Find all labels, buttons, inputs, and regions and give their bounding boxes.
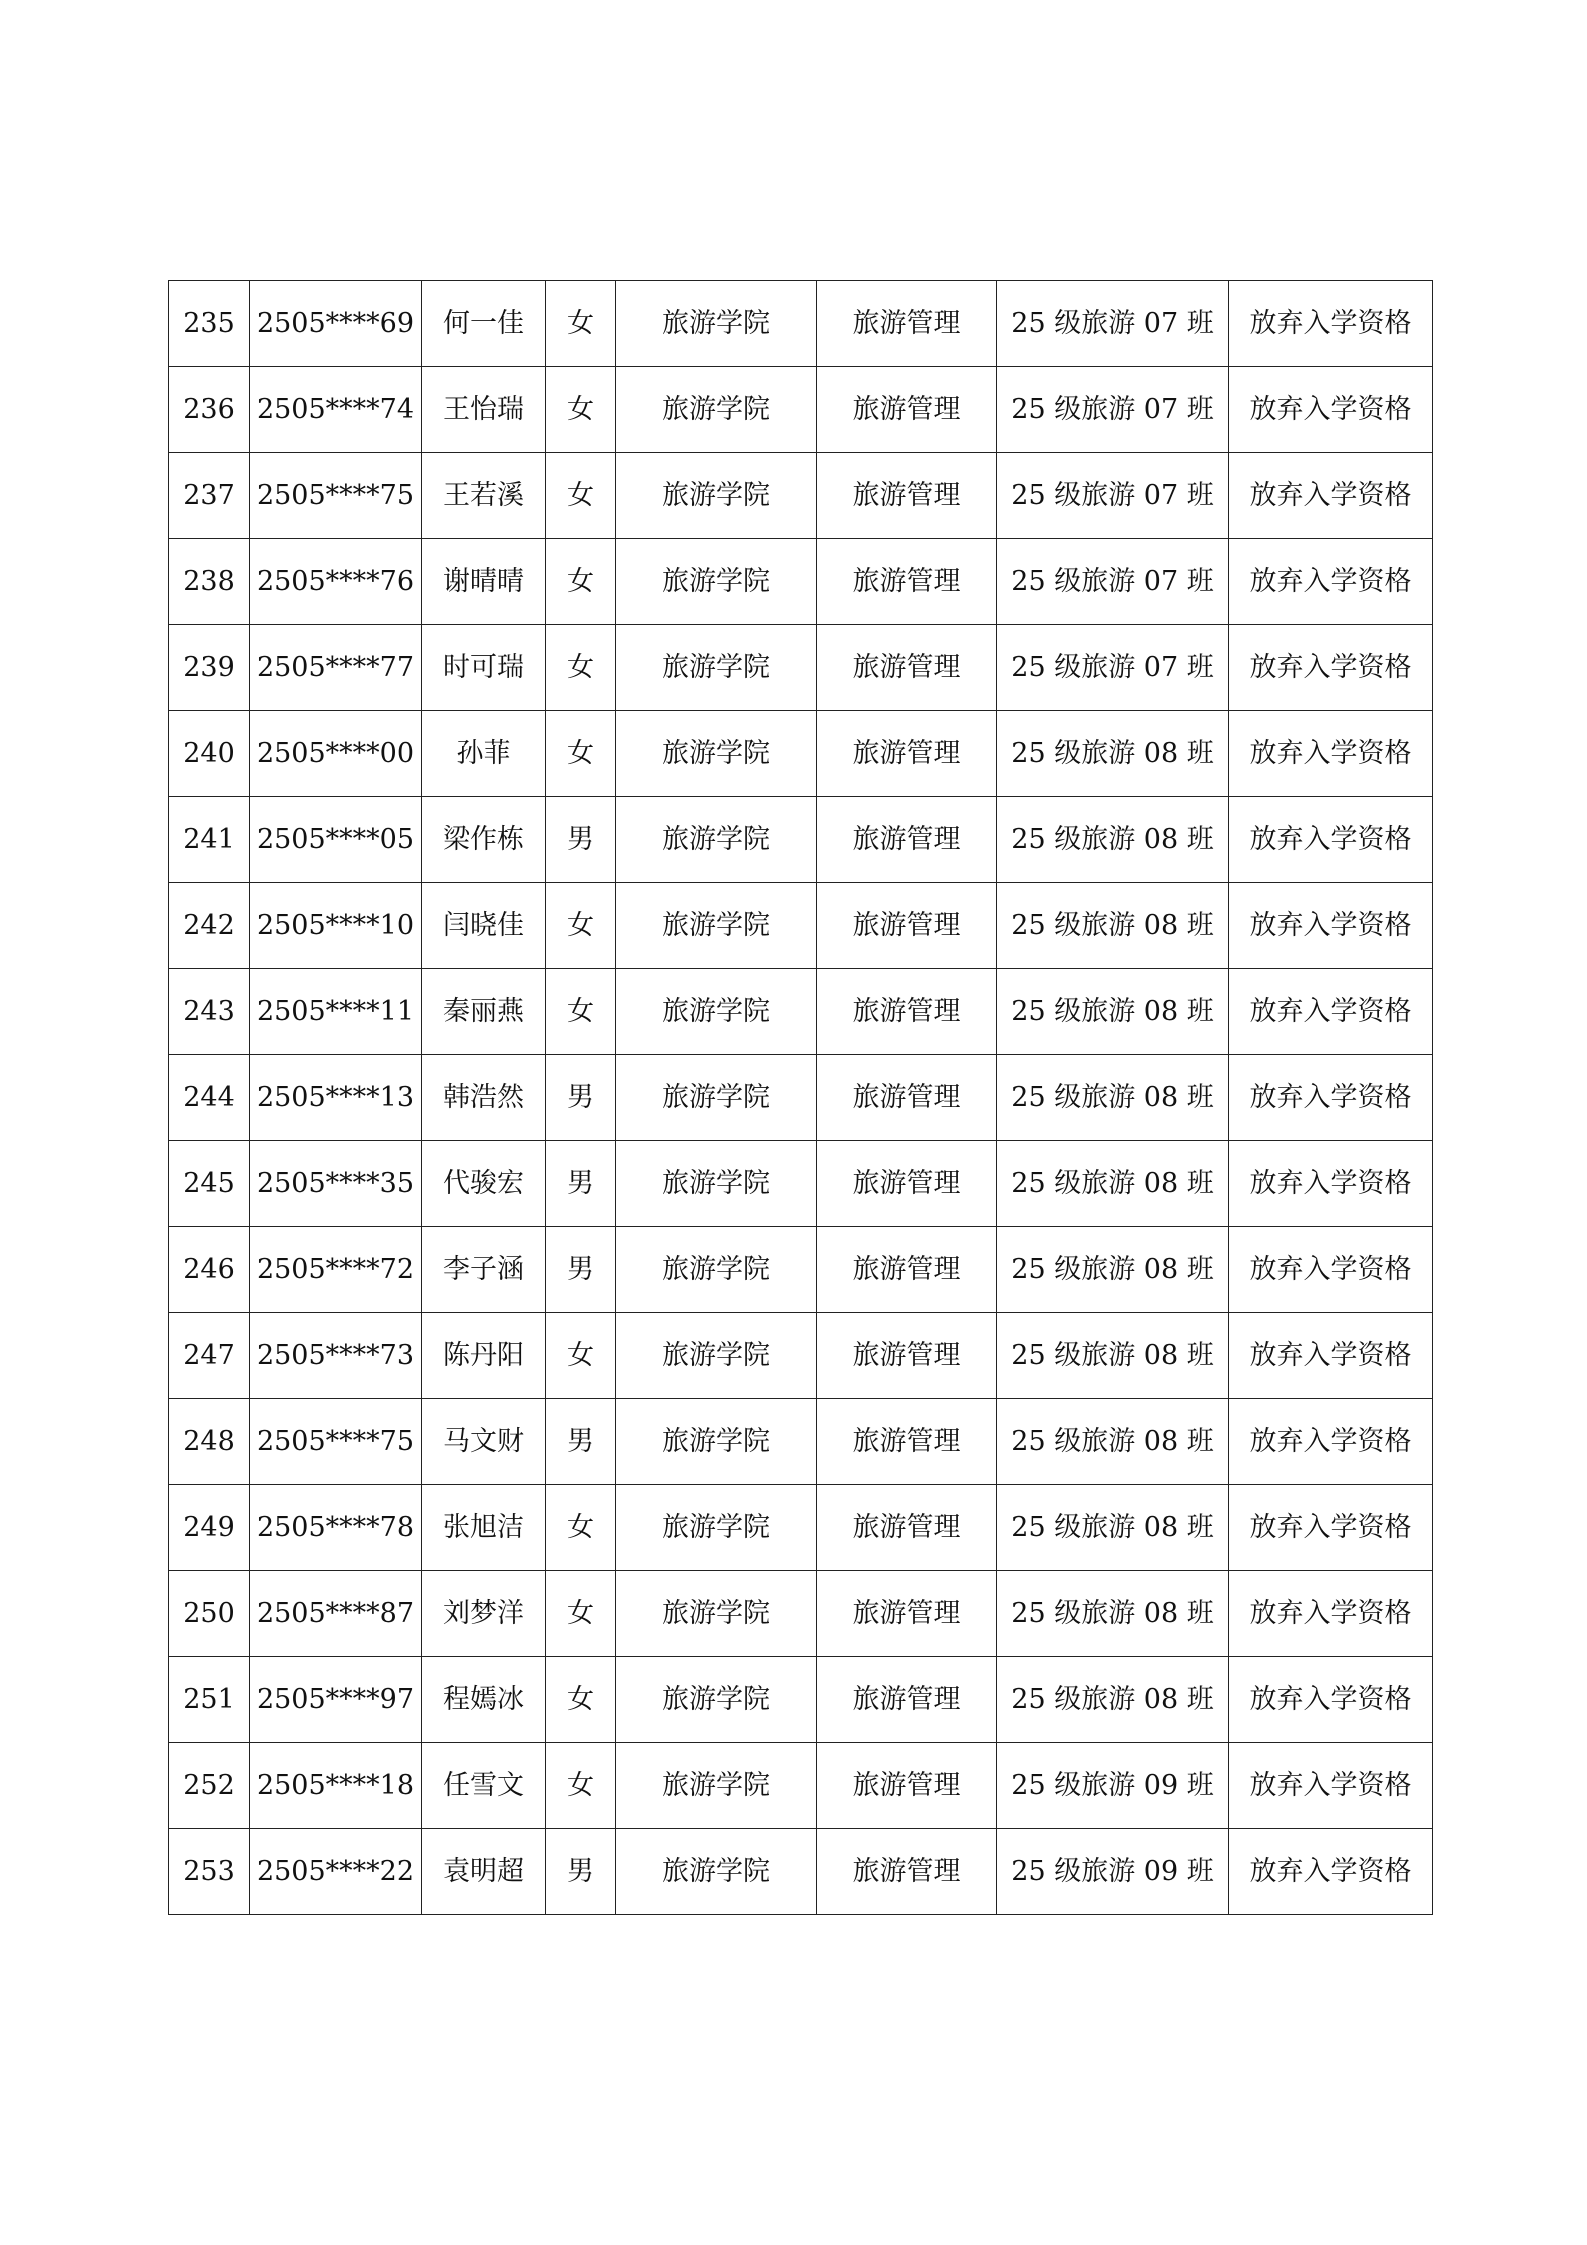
cell-college: 旅游学院 [616,625,817,711]
cell-name: 李子涵 [422,1227,546,1313]
cell-status: 放弃入学资格 [1229,797,1433,883]
cell-name: 孙菲 [422,711,546,797]
cell-student-id: 2505****77 [250,625,422,711]
cell-major: 旅游管理 [817,367,997,453]
cell-student-id: 2505****72 [250,1227,422,1313]
cell-college: 旅游学院 [616,1657,817,1743]
cell-class: 25 级旅游 07 班 [997,453,1229,539]
table-row [169,711,1433,797]
cell-college: 旅游学院 [616,883,817,969]
cell-class: 25 级旅游 09 班 [997,1743,1229,1829]
cell-college: 旅游学院 [616,1313,817,1399]
cell-major: 旅游管理 [817,1657,997,1743]
cell-number: 252 [169,1743,250,1829]
table-row [169,883,1433,969]
table-row [169,1829,1433,1915]
cell-class: 25 级旅游 07 班 [997,539,1229,625]
cell-class: 25 级旅游 08 班 [997,1313,1229,1399]
cell-name: 韩浩然 [422,1055,546,1141]
cell-student-id: 2505****78 [250,1485,422,1571]
cell-college: 旅游学院 [616,367,817,453]
cell-number: 239 [169,625,250,711]
cell-status: 放弃入学资格 [1229,1399,1433,1485]
cell-status: 放弃入学资格 [1229,1055,1433,1141]
cell-student-id: 2505****18 [250,1743,422,1829]
cell-status: 放弃入学资格 [1229,1743,1433,1829]
cell-status: 放弃入学资格 [1229,367,1433,453]
cell-student-id: 2505****76 [250,539,422,625]
cell-college: 旅游学院 [616,539,817,625]
cell-college: 旅游学院 [616,1399,817,1485]
cell-student-id: 2505****97 [250,1657,422,1743]
cell-major: 旅游管理 [817,969,997,1055]
table-row [169,1313,1433,1399]
cell-student-id: 2505****11 [250,969,422,1055]
cell-number: 250 [169,1571,250,1657]
cell-sex: 女 [546,453,616,539]
cell-class: 25 级旅游 07 班 [997,281,1229,367]
cell-major: 旅游管理 [817,453,997,539]
cell-sex: 女 [546,281,616,367]
cell-college: 旅游学院 [616,453,817,539]
cell-student-id: 2505****87 [250,1571,422,1657]
cell-name: 代骏宏 [422,1141,546,1227]
cell-college: 旅游学院 [616,1141,817,1227]
cell-sex: 女 [546,1485,616,1571]
cell-number: 249 [169,1485,250,1571]
table-row [169,1399,1433,1485]
cell-status: 放弃入学资格 [1229,539,1433,625]
table-row [169,1141,1433,1227]
cell-major: 旅游管理 [817,711,997,797]
cell-major: 旅游管理 [817,1485,997,1571]
cell-status: 放弃入学资格 [1229,1571,1433,1657]
cell-status: 放弃入学资格 [1229,453,1433,539]
cell-number: 253 [169,1829,250,1915]
cell-major: 旅游管理 [817,1743,997,1829]
cell-number: 244 [169,1055,250,1141]
cell-status: 放弃入学资格 [1229,1829,1433,1915]
cell-student-id: 2505****05 [250,797,422,883]
student-roster-table [168,280,1433,1915]
cell-number: 235 [169,281,250,367]
table-row [169,539,1433,625]
cell-class: 25 级旅游 08 班 [997,797,1229,883]
cell-name: 秦丽燕 [422,969,546,1055]
cell-college: 旅游学院 [616,797,817,883]
cell-status: 放弃入学资格 [1229,1485,1433,1571]
cell-class: 25 级旅游 08 班 [997,1141,1229,1227]
cell-status: 放弃入学资格 [1229,883,1433,969]
cell-name: 谢晴晴 [422,539,546,625]
cell-status: 放弃入学资格 [1229,281,1433,367]
cell-class: 25 级旅游 08 班 [997,969,1229,1055]
cell-student-id: 2505****10 [250,883,422,969]
cell-sex: 男 [546,1227,616,1313]
cell-major: 旅游管理 [817,1313,997,1399]
cell-major: 旅游管理 [817,1399,997,1485]
cell-sex: 女 [546,711,616,797]
cell-student-id: 2505****35 [250,1141,422,1227]
cell-name: 张旭洁 [422,1485,546,1571]
cell-sex: 女 [546,1313,616,1399]
cell-college: 旅游学院 [616,1743,817,1829]
cell-class: 25 级旅游 08 班 [997,1399,1229,1485]
cell-student-id: 2505****22 [250,1829,422,1915]
cell-student-id: 2505****75 [250,453,422,539]
cell-class: 25 级旅游 08 班 [997,883,1229,969]
cell-major: 旅游管理 [817,797,997,883]
cell-college: 旅游学院 [616,1055,817,1141]
cell-number: 247 [169,1313,250,1399]
cell-class: 25 级旅游 07 班 [997,367,1229,453]
cell-student-id: 2505****69 [250,281,422,367]
cell-number: 238 [169,539,250,625]
table-row [169,969,1433,1055]
cell-major: 旅游管理 [817,1141,997,1227]
cell-student-id: 2505****73 [250,1313,422,1399]
cell-sex: 男 [546,1141,616,1227]
cell-class: 25 级旅游 08 班 [997,711,1229,797]
cell-sex: 女 [546,1657,616,1743]
table-row [169,281,1433,367]
cell-name: 陈丹阳 [422,1313,546,1399]
table-row [169,797,1433,883]
cell-student-id: 2505****75 [250,1399,422,1485]
cell-sex: 女 [546,1571,616,1657]
cell-student-id: 2505****74 [250,367,422,453]
cell-sex: 男 [546,797,616,883]
cell-number: 236 [169,367,250,453]
table-row [169,453,1433,539]
cell-sex: 女 [546,969,616,1055]
cell-sex: 女 [546,1743,616,1829]
cell-name: 梁作栋 [422,797,546,883]
cell-class: 25 级旅游 08 班 [997,1227,1229,1313]
cell-major: 旅游管理 [817,625,997,711]
cell-major: 旅游管理 [817,1829,997,1915]
cell-status: 放弃入学资格 [1229,1141,1433,1227]
cell-number: 240 [169,711,250,797]
cell-name: 何一佳 [422,281,546,367]
cell-student-id: 2505****13 [250,1055,422,1141]
cell-sex: 女 [546,539,616,625]
cell-number: 241 [169,797,250,883]
table-row [169,1227,1433,1313]
cell-number: 243 [169,969,250,1055]
table-row [169,1055,1433,1141]
cell-number: 248 [169,1399,250,1485]
table-row [169,1571,1433,1657]
cell-sex: 男 [546,1829,616,1915]
cell-name: 袁明超 [422,1829,546,1915]
cell-sex: 男 [546,1055,616,1141]
cell-student-id: 2505****00 [250,711,422,797]
table-row [169,1485,1433,1571]
cell-name: 王怡瑞 [422,367,546,453]
cell-sex: 女 [546,625,616,711]
cell-number: 245 [169,1141,250,1227]
cell-name: 马文财 [422,1399,546,1485]
cell-status: 放弃入学资格 [1229,1657,1433,1743]
cell-class: 25 级旅游 08 班 [997,1657,1229,1743]
cell-class: 25 级旅游 08 班 [997,1055,1229,1141]
cell-sex: 女 [546,883,616,969]
table-row [169,367,1433,453]
cell-sex: 女 [546,367,616,453]
cell-class: 25 级旅游 09 班 [997,1829,1229,1915]
cell-major: 旅游管理 [817,281,997,367]
cell-college: 旅游学院 [616,281,817,367]
cell-major: 旅游管理 [817,1571,997,1657]
cell-number: 246 [169,1227,250,1313]
cell-status: 放弃入学资格 [1229,625,1433,711]
cell-status: 放弃入学资格 [1229,1313,1433,1399]
cell-major: 旅游管理 [817,1227,997,1313]
cell-name: 王若溪 [422,453,546,539]
cell-name: 刘梦洋 [422,1571,546,1657]
cell-college: 旅游学院 [616,1227,817,1313]
cell-status: 放弃入学资格 [1229,1227,1433,1313]
table-row [169,1743,1433,1829]
cell-status: 放弃入学资格 [1229,711,1433,797]
cell-name: 时可瑞 [422,625,546,711]
cell-class: 25 级旅游 08 班 [997,1485,1229,1571]
cell-college: 旅游学院 [616,711,817,797]
cell-college: 旅游学院 [616,1571,817,1657]
cell-name: 闫晓佳 [422,883,546,969]
cell-name: 程嫣冰 [422,1657,546,1743]
cell-class: 25 级旅游 08 班 [997,1571,1229,1657]
table-row [169,1657,1433,1743]
cell-major: 旅游管理 [817,883,997,969]
cell-number: 242 [169,883,250,969]
cell-college: 旅游学院 [616,1485,817,1571]
cell-major: 旅游管理 [817,1055,997,1141]
cell-number: 251 [169,1657,250,1743]
cell-class: 25 级旅游 07 班 [997,625,1229,711]
cell-status: 放弃入学资格 [1229,969,1433,1055]
cell-name: 任雪文 [422,1743,546,1829]
table-row [169,625,1433,711]
cell-college: 旅游学院 [616,1829,817,1915]
cell-sex: 男 [546,1399,616,1485]
roster-body [169,281,1433,1915]
cell-number: 237 [169,453,250,539]
cell-major: 旅游管理 [817,539,997,625]
cell-college: 旅游学院 [616,969,817,1055]
